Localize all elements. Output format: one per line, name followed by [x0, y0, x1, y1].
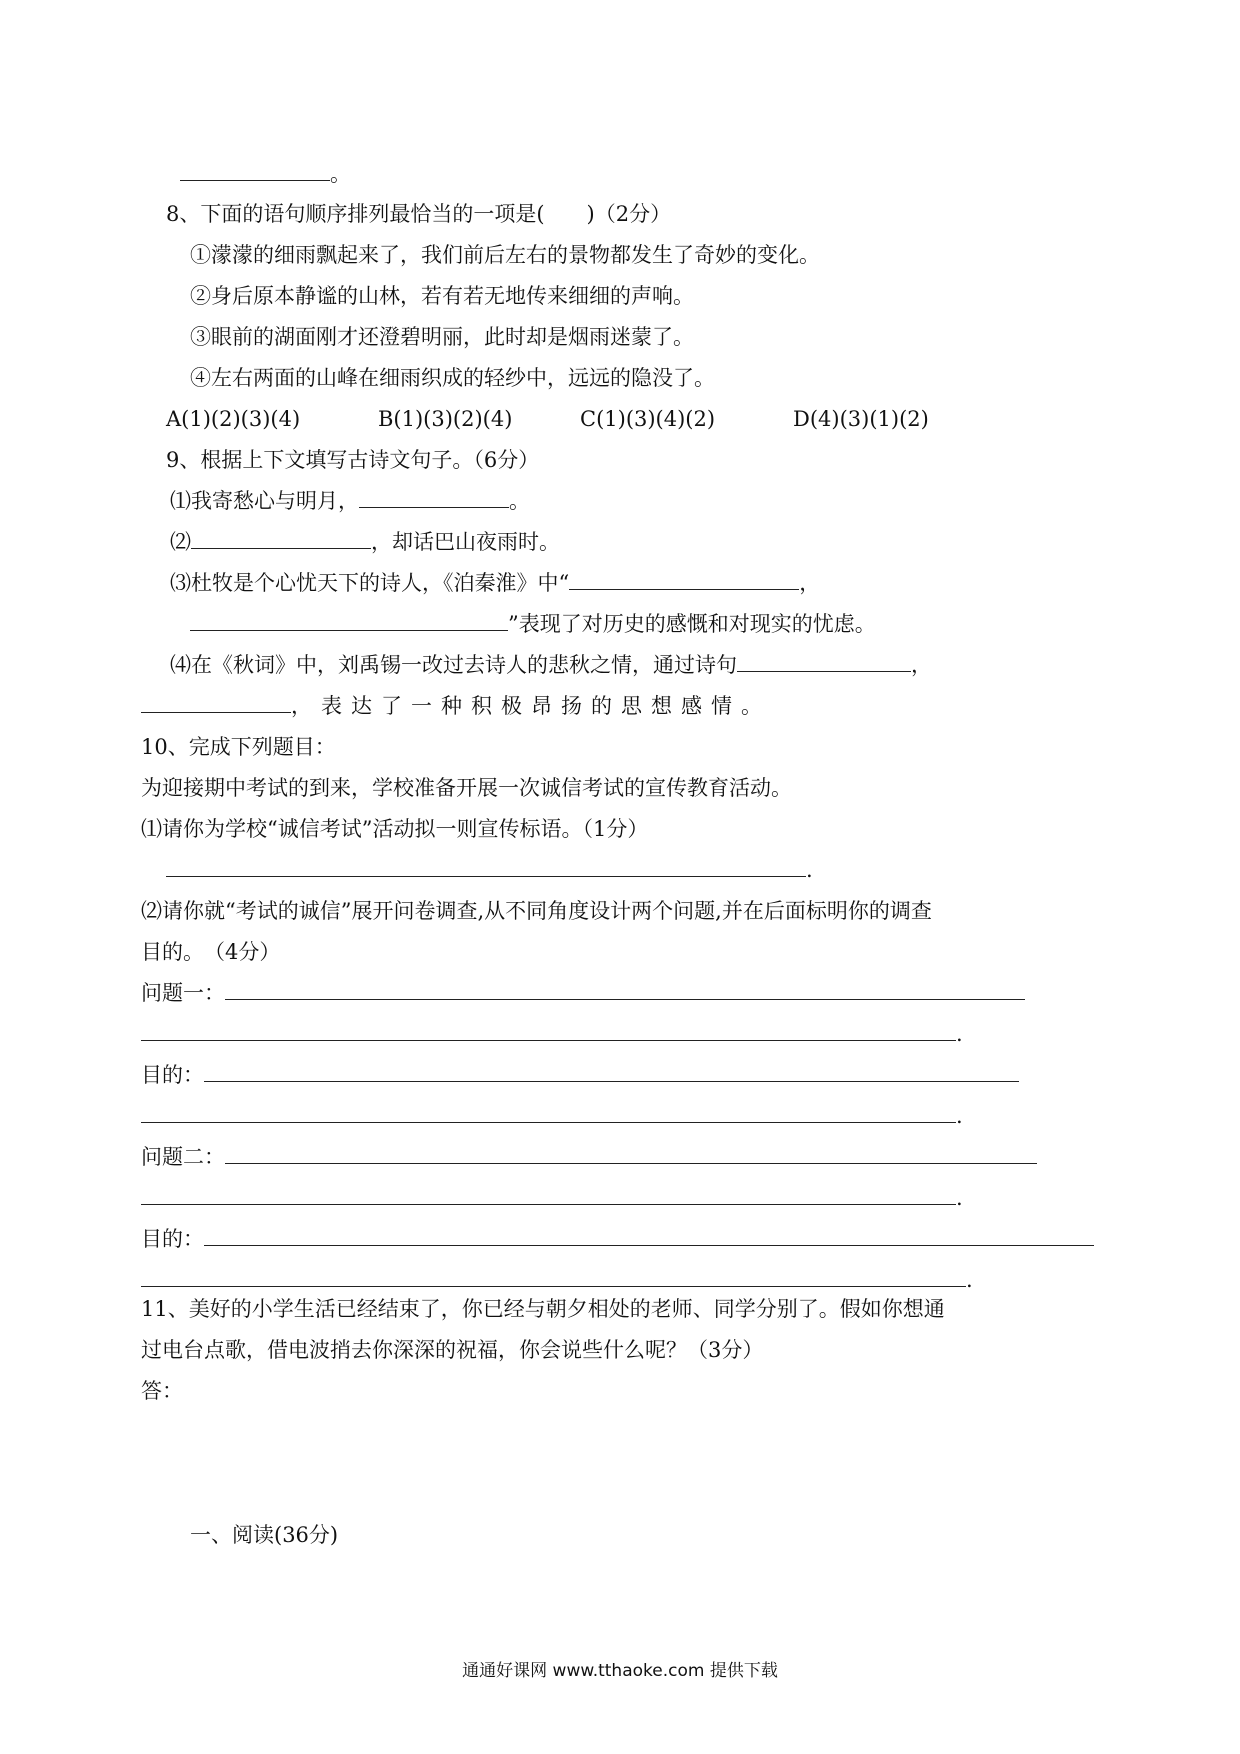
q9-part-3-cont: ”表现了对历史的感慨和对现实的忧虑。	[190, 610, 876, 638]
q9-part-4-cont: ，表达了一种积极昂扬的思想感情。	[141, 692, 771, 720]
q9-part-4: ⑷在《秋词》中，刘禹锡一改过去诗人的悲秋之情，通过诗句 ，	[170, 653, 932, 677]
q8-sentence-3: ③眼前的湖面刚才还澄碧明丽，此时却是烟雨迷蒙了。	[190, 325, 694, 349]
page-footer: 通通好课网 www.tthaoke.com 提供下载	[462, 1661, 778, 1681]
q11-answer-label[interactable]: 答：	[141, 1379, 183, 1403]
answer-blank[interactable]	[225, 979, 1025, 1000]
answer-blank[interactable]	[141, 692, 291, 713]
answer-blank[interactable]	[141, 1266, 966, 1287]
q7-answer-line: 。	[180, 160, 351, 188]
q8-option-d[interactable]: D(4)(3)(1)(2)	[793, 407, 929, 431]
q8-sentence-1: ①濛濛的细雨飘起来了，我们前后左右的景物都发生了奇妙的变化。	[190, 243, 820, 267]
q10-part-1: ⑴请你为学校“诚信考试”活动拟一则宣传标语。（1分）	[141, 817, 649, 841]
answer-blank[interactable]	[180, 160, 330, 181]
reading-section-title: 一、阅读(36分)	[190, 1523, 339, 1547]
purpose-one-line: 目的：	[141, 1061, 1019, 1089]
q8-option-a[interactable]: A(1)(2)(3)(4)	[166, 407, 301, 431]
q9-part-3: ⑶杜牧是个心忧天下的诗人，《泊秦淮》中“ ，	[170, 571, 821, 595]
answer-blank[interactable]	[204, 1061, 1019, 1082]
q8-sentence-2: ②身后原本静谧的山林，若有若无地传来细细的声响。	[190, 284, 694, 308]
q10-slogan-line: .	[166, 856, 813, 884]
purpose-one-line-2: .	[141, 1102, 963, 1130]
q8-option-b[interactable]: B(1)(3)(2)(4)	[378, 407, 513, 431]
q9-part-1: ⑴我寄愁心与明月， 。	[170, 489, 530, 513]
q11-line-2: 过电台点歌，借电波捎去你深深的祝福，你会说些什么呢？（3分）	[141, 1338, 764, 1362]
q8-option-c[interactable]: C(1)(3)(4)(2)	[580, 407, 716, 431]
answer-blank[interactable]	[225, 1143, 1037, 1164]
purpose-two-line-2: .	[141, 1266, 973, 1294]
question-two-line-2: .	[141, 1184, 963, 1212]
answer-blank[interactable]	[166, 856, 806, 877]
q9-part-2: ⑵ ，却话巴山夜雨时。	[170, 530, 560, 554]
q8-sentence-4: ④左右两面的山峰在细雨织成的轻纱中，远远的隐没了。	[190, 366, 715, 390]
purpose-two-line: 目的：	[141, 1225, 1094, 1253]
answer-blank[interactable]	[190, 610, 508, 631]
answer-blank[interactable]	[141, 1184, 956, 1205]
q8-title: 8、下面的语句顺序排列最恰当的一项是( )（2分）	[166, 202, 672, 226]
q10-intro: 为迎接期中考试的到来，学校准备开展一次诚信考试的宣传教育活动。	[141, 776, 792, 800]
answer-blank[interactable]	[359, 487, 509, 508]
q9-title: 9、根据上下文填写古诗文句子。（6分）	[166, 448, 540, 472]
question-two-line: 问题二：	[141, 1143, 1037, 1171]
q11-line-1: 11、美好的小学生活已经结束了，你已经与朝夕相处的老师、同学分别了。假如你想通	[141, 1297, 945, 1321]
q10-title: 10、完成下列题目：	[141, 735, 336, 759]
answer-blank[interactable]	[569, 569, 799, 590]
answer-blank[interactable]	[737, 651, 911, 672]
answer-blank[interactable]	[141, 1102, 956, 1123]
answer-blank[interactable]	[204, 1225, 1094, 1246]
answer-blank[interactable]	[141, 1020, 956, 1041]
answer-blank[interactable]	[191, 528, 371, 549]
q10-part-2-cont: 目的。 （4分）	[141, 940, 281, 964]
q10-part-2: ⑵请你就“考试的诚信”展开问卷调查,从不同角度设计两个问题,并在后面标明你的调查	[141, 899, 932, 923]
question-one-line: 问题一：	[141, 979, 1025, 1007]
question-one-line-2: .	[141, 1020, 963, 1048]
